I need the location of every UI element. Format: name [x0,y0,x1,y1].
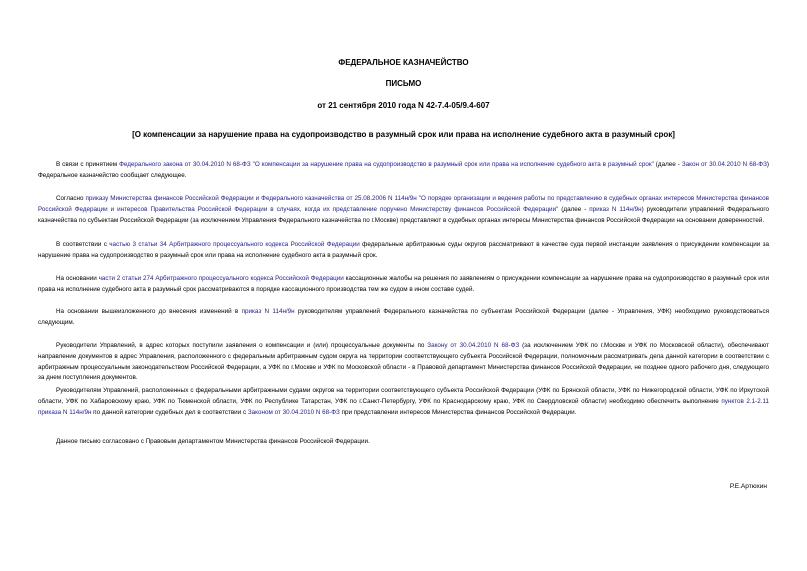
paragraph-1 [38,160,769,182]
link-federal-law[interactable]: Федерального закона от 30.04.2010 N 68-ФЗ "О компенсации за нарушение права на судопроизводство в разумный срок или права на исполнение судебного акта в разумный срок" [119,161,654,168]
paragraph-text: при представлении интересов Министерства финансов Российской Федерации. [339,408,577,416]
paragraph-text: по данной категории судебных дел в соответствии с [91,408,248,416]
link-items-2-1-2-11[interactable]: пунктов 2.1-2.11 [721,397,769,405]
paragraph-7 [38,386,769,418]
paragraph-5 [38,307,769,329]
issuer-title: ФЕДЕРАЛЬНОЕ КАЗНАЧЕЙСТВО [338,58,469,67]
link-order-114n[interactable]: приказа N 114н/9н [38,408,92,416]
paragraph-6 [38,341,769,384]
paragraph-text: На основании [56,275,99,282]
paragraph-2 [38,194,769,226]
paragraph-text: (далее - [653,161,682,168]
paragraph-3 [38,240,769,262]
paragraph-text: На основании вышеизложенного до внесения изменений в [56,308,242,315]
document-type: ПИСЬМО [385,79,422,88]
paragraph-text: Согласно [56,195,86,202]
paragraph-text: (далее - [558,205,590,213]
paragraph-4 [38,274,769,296]
link-law-short[interactable]: Закон от 30.04.2010 N 68-ФЗ [681,161,767,168]
paragraph-text: Руководителям Управлений, расположенных с федеральными арбитражными судами округов на территории соответствующего субъекта Российской Федерации (УФК по Брянской области, УФК по Нижегородской области, УФК по Иркутской области, УФК по Хабаровскому краю, УФК по Тюменской области, УФК по Республике Татарстан, УФК по г.Санкт-Петербургу, УФК по Краснодарскому краю, УФК по Свердловской области) необходимо обеспечить выполнение [38,387,769,405]
link-order-114n[interactable]: приказу Министерства финансов Российской Федерации и Федерального казначейства от 25.08.2006 N 114н/9н "О порядке организации и ведения работы по представлению в судебных органах интересов Министерства финансов Российской Федерации и интересов Правительства Российской Федерации в случаях, когда их представление поручено Министерству финансов Российской Федерации" [38,195,770,213]
paragraph-text: Данное письмо согласовано с Правовым департаментом Министерства финансов Российской Федерации. [56,438,370,445]
link-apk-article-34[interactable]: частью 3 статьи 34 Арбитражного процессуального кодекса Российской Федерации [109,241,360,248]
link-apk-article-274[interactable]: части 2 статьи 274 Арбитражного процессуального кодекса Российской Федерации [98,275,344,282]
document-date-number: от 21 сентября 2010 года N 42-7.4-05/9.4-607 [317,101,490,110]
paragraph-text: федеральные арбитражные суды округов рассматривают в качестве суда первой инстанции заявления о присуждении компенсации за нарушение права на судопроизводство в разумный срок или права на исполнение судебного акта в разумный срок. [38,241,770,259]
paragraph-text: В связи с принятием [56,161,120,168]
link-law-68fz[interactable]: Закону от 30.04.2010 N 68-ФЗ [427,342,520,349]
document-subject: [О компенсации за нарушение права на судопроизводство в разумный срок или права на исполнение судебного акта в разумный срок] [132,130,675,139]
paragraph-text: Руководители Управлений, в адрес которых поступили заявления о компенсации и (или) процессуальные документы по [56,342,428,349]
link-order-114n[interactable]: приказ N 114н/9н [241,308,295,315]
paragraph-text: кассационные жалобы на решения по заявлениям о присуждении компенсации за нарушение права на судопроизводство в разумный срок или права на исполнение судебного акта в разумный срок рассматриваются в порядке кассационного производства тем же судом в ином составе судей. [38,275,769,293]
signature: Р.Е.Артюхин [729,483,767,490]
paragraph-text: (за исключением УФК по г.Москве и УФК по Московской области), обеспечивают направление документов в адрес Управления, расположенного с федеральным арбитражным судом округа на территории соответствующего субъекта Российской Федерации, полномочным рассматривать дела данной категории в соответствии с арбитражным процессуальным законодательством Российской Федерации, а УФК по г.Москве и УФК по Московской области - в Правовой департамент Министерства финансов Российской Федерации, не позднее одного рабочего дня, следующего за днем поступления документов. [38,342,770,382]
paragraph-text: В соответствии с [56,241,110,248]
link-law-68fz[interactable]: Законом от 30.04.2010 N 68-ФЗ [247,408,340,416]
paragraph-text: руководителям управлений Федерального казначейства по субъектам Российской Федерации (далее - Управления, УФК) необходимо руководствоваться следующим. [38,308,770,326]
paragraph-8 [38,437,769,448]
link-order-114n-short[interactable]: приказ N 114н/9н [589,205,642,213]
paragraph-text: ) Федеральное казначейство сообщает следующее. [38,161,770,179]
paragraph-text: ) руководители управлений Федерального казначейства по субъектам Российской Федерации (за исключением Управления Федерального казначейства по г.Москве) представляют в судебных органах интересы Министерства финансов Российской Федерации на основании доверенностей. [38,205,770,224]
